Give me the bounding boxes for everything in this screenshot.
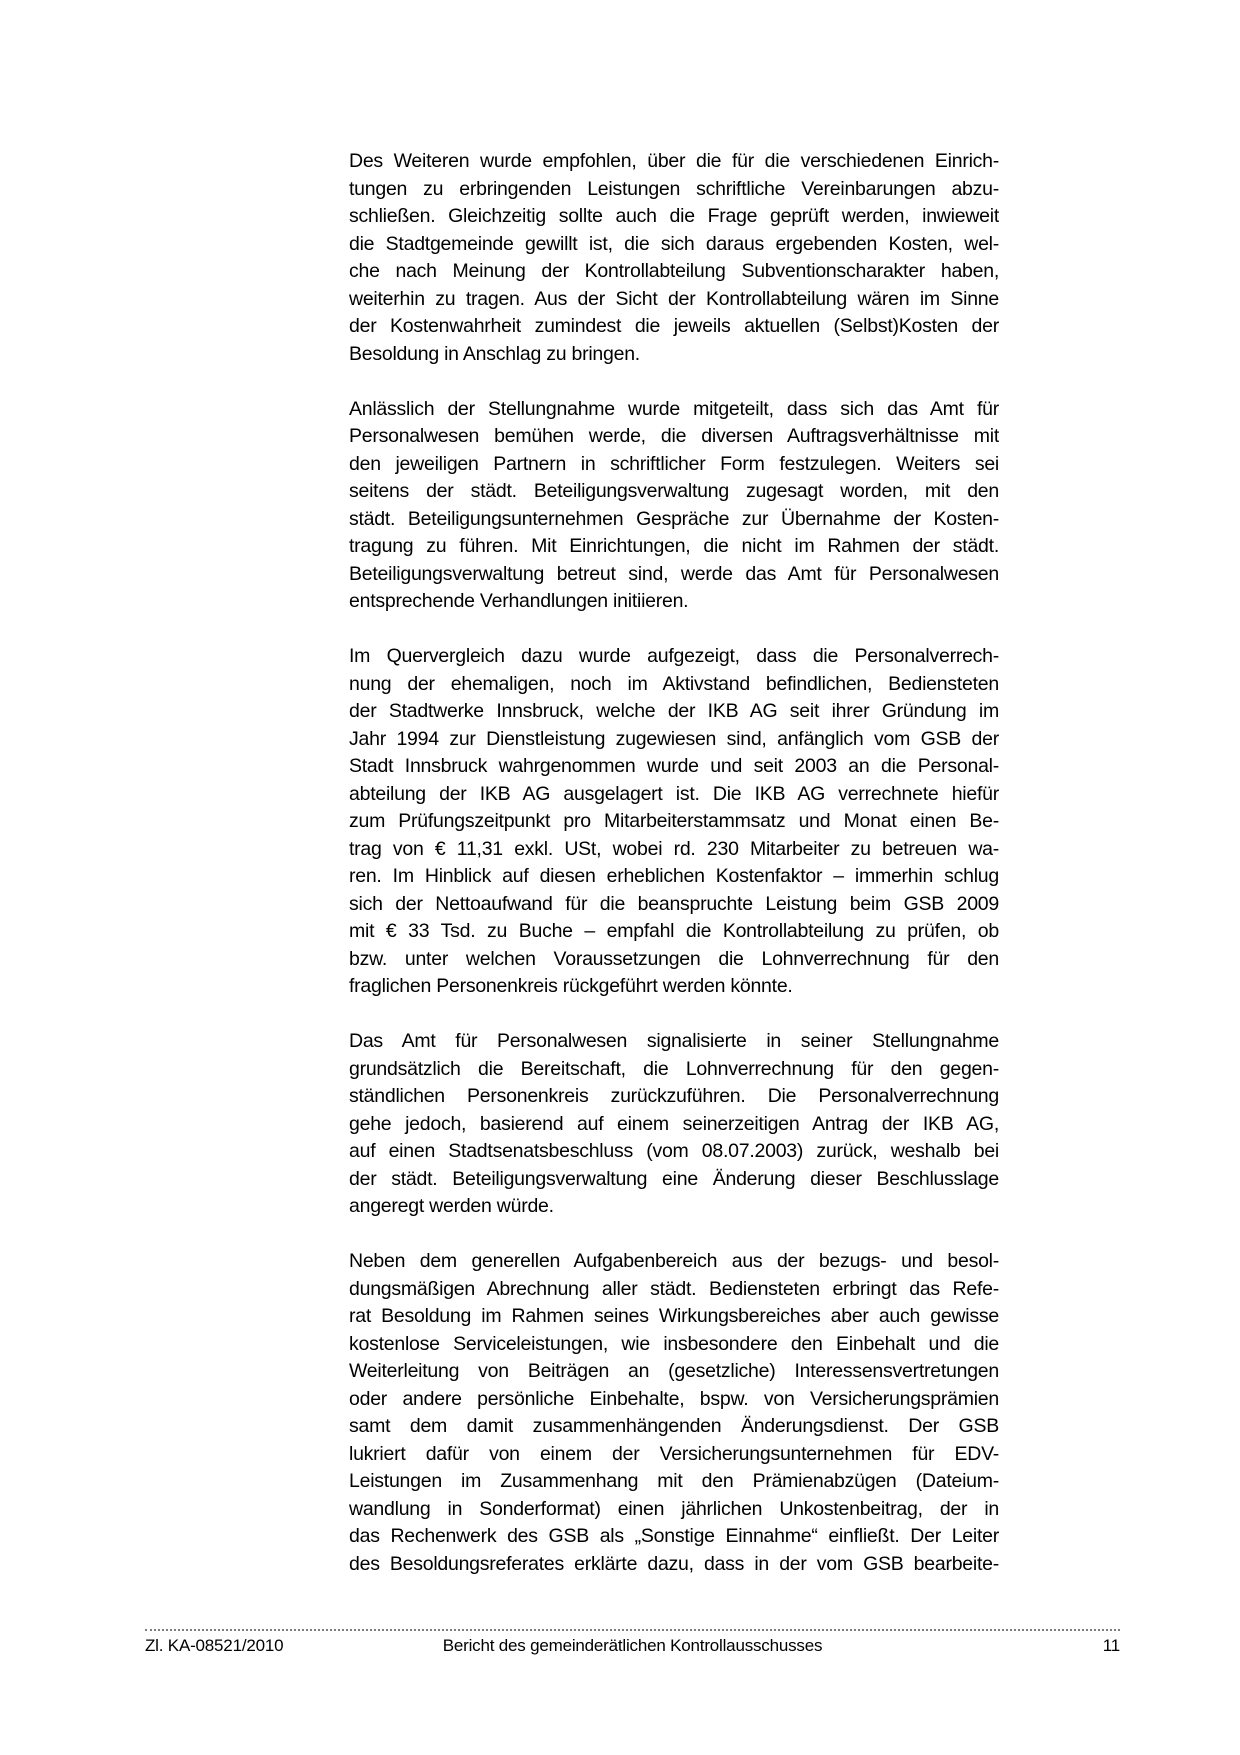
text-line: Stadt Innsbruck wahrgenommen wurde und seit 2003 an die Personal-: [349, 755, 999, 777]
text-line: Jahr 1994 zur Dienstleistung zugewiesen sind, anfänglich vom GSB der: [349, 727, 999, 750]
footer-page-number: 11: [1102, 1636, 1120, 1655]
text-line: nung der ehemaligen, noch im Aktivstand befindlichen, Bediensteten: [349, 672, 999, 695]
footer-row: [145, 1631, 1120, 1657]
text-line: zum Prüfungszeitpunkt pro Mitarbeiterstammsatz und Monat einen Be-: [349, 810, 999, 832]
text-line: Besoldung in Anschlag zu bringen.: [349, 342, 640, 365]
text-line: Leistungen im Zusammenhang mit den Prämienabzügen (Dateium-: [349, 1470, 999, 1492]
text-line: rat Besoldung im Rahmen seines Wirkungsbereiches aber auch gewisse: [349, 1305, 999, 1327]
text-line: mit € 33 Tsd. zu Buche – empfahl die Kontrollabteilung zu prüfen, ob: [349, 920, 999, 942]
text-line: tragung zu führen. Mit Einrichtungen, die nicht im Rahmen der städt.: [349, 535, 999, 557]
text-line: städt. Beteiligungsunternehmen Gespräche zur Übernahme der Kosten-: [349, 507, 999, 530]
text-line: sich der Nettoaufwand für die beanspruchte Leistung beim GSB 2009: [349, 892, 999, 915]
text-line: kostenlose Serviceleistungen, wie insbesondere den Einbehalt und die: [349, 1332, 999, 1355]
text-line: weiterhin zu tragen. Aus der Sicht der Kontrollabteilung wären im Sinne: [349, 287, 999, 310]
text-line: die Stadtgemeinde gewillt ist, die sich daraus ergebenden Kosten, wel-: [349, 232, 999, 255]
text-line: bzw. unter welchen Voraussetzungen die Lohnverrechnung für den: [349, 947, 999, 970]
text-line: gehe jedoch, basierend auf einem seinerzeitigen Antrag der IKB AG,: [349, 1112, 999, 1135]
text-line: wandlung in Sonderformat) einen jährlichen Unkostenbeitrag, der in: [349, 1497, 999, 1520]
text-line: Des Weiteren wurde empfohlen, über die für die verschiedenen Einrich-: [349, 150, 999, 172]
text-line: Das Amt für Personalwesen signalisierte in seiner Stellungnahme: [349, 1030, 999, 1052]
text-line: fraglichen Personenkreis rückgeführt werden könnte.: [349, 975, 793, 997]
text-line: tungen zu erbringenden Leistungen schriftliche Vereinbarungen abzu-: [349, 177, 999, 200]
paragraph: [349, 1248, 999, 1578]
text-line: trag von € 11,31 exkl. USt, wobei rd. 230 Mitarbeiter zu betreuen wa-: [349, 837, 999, 860]
text-line: Personalwesen bemühen werde, die diversen Auftragsverhältnisse mit: [349, 425, 999, 447]
text-line: Beteiligungsverwaltung betreut sind, werde das Amt für Personalwesen: [349, 562, 999, 585]
page-footer: [145, 1629, 1120, 1657]
text-line: Anlässlich der Stellungnahme wurde mitgeteilt, dass sich das Amt für: [349, 397, 999, 420]
text-line: entsprechende Verhandlungen initiieren.: [349, 590, 689, 612]
text-line: der Stadtwerke Innsbruck, welche der IKB AG seit ihrer Gründung im: [349, 700, 999, 722]
text-line: grundsätzlich die Bereitschaft, die Lohnverrechnung für den gegen-: [349, 1057, 999, 1080]
text-line: den jeweiligen Partnern in schriftlicher Form festzulegen. Weiters sei: [349, 452, 999, 475]
text-line: angeregt werden würde.: [349, 1195, 554, 1217]
text-line: dungsmäßigen Abrechnung aller städt. Bediensteten erbringt das Refe-: [349, 1277, 999, 1300]
text-line: Im Quervergleich dazu wurde aufgezeigt, dass die Personalverrech-: [349, 645, 999, 667]
text-line: che nach Meinung der Kontrollabteilung Subventionscharakter haben,: [349, 260, 999, 282]
text-line: lukriert dafür von einem der Versicherungsunternehmen für EDV-: [349, 1442, 999, 1465]
text-line: samt dem damit zusammenhängenden Änderungsdienst. Der GSB: [349, 1415, 999, 1437]
paragraph: [349, 1028, 999, 1221]
paragraph: [349, 148, 999, 368]
text-line: ren. Im Hinblick auf diesen erheblichen Kostenfaktor – immerhin schlug: [349, 865, 999, 887]
footer-title: Bericht des gemeinderätlichen Kontrollausschusses: [442, 1636, 823, 1655]
paragraph: [349, 643, 999, 1001]
paragraph: [349, 396, 999, 616]
text-line: ständlichen Personenkreis zurückzuführen. Die Personalverrechnung: [349, 1085, 999, 1107]
document-body: [349, 148, 999, 1578]
text-line: schließen. Gleichzeitig sollte auch die Frage geprüft werden, inwieweit: [349, 205, 999, 227]
text-line: seitens der städt. Beteiligungsverwaltung zugesagt worden, mit den: [349, 480, 999, 502]
text-line: der Kostenwahrheit zumindest die jeweils aktuellen (Selbst)Kosten der: [349, 315, 999, 337]
text-line: Weiterleitung von Beiträgen an (gesetzliche) Interessensvertretungen: [349, 1360, 999, 1382]
text-line: des Besoldungsreferates erklärte dazu, dass in der vom GSB bearbeite-: [349, 1552, 999, 1575]
footer-reference: Zl. KA-08521/2010: [145, 1636, 284, 1655]
text-line: Neben dem generellen Aufgabenbereich aus der bezugs- und besol-: [349, 1250, 999, 1272]
text-line: oder andere persönliche Einbehalte, bspw. von Versicherungsprämien: [349, 1387, 999, 1410]
text-line: abteilung der IKB AG ausgelagert ist. Die IKB AG verrechnete hiefür: [349, 782, 999, 805]
text-line: der städt. Beteiligungsverwaltung eine Änderung dieser Beschlusslage: [349, 1167, 999, 1190]
text-line: das Rechenwerk des GSB als „Sonstige Einnahme“ einfließt. Der Leiter: [349, 1525, 999, 1547]
text-line: auf einen Stadtsenatsbeschluss (vom 08.07.2003) zurück, weshalb bei: [349, 1140, 999, 1162]
